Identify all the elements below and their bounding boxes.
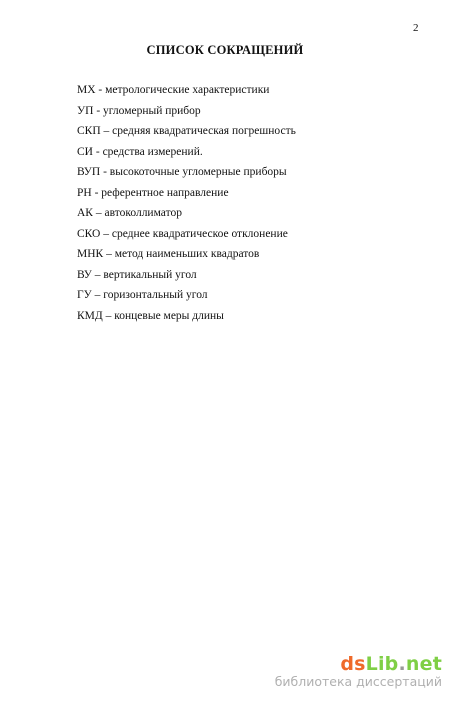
abbreviation-item xyxy=(77,144,296,165)
abbreviation-term: СИ xyxy=(77,145,93,158)
dslib-logo xyxy=(262,654,442,674)
logo-lib-text: Lib xyxy=(365,653,399,675)
logo-ds-text: ds xyxy=(340,653,366,675)
abbreviation-definition: референтное направление xyxy=(101,186,229,199)
abbreviation-definition: метрологические характеристики xyxy=(105,84,270,96)
abbreviation-definition: концевые меры длины xyxy=(114,309,224,322)
abbreviation-item xyxy=(77,287,296,308)
abbreviation-separator: – xyxy=(100,125,113,137)
abbreviation-item xyxy=(77,123,296,144)
abbreviation-term: СКО xyxy=(77,227,101,240)
abbreviation-separator: - xyxy=(92,145,103,158)
abbreviation-definition: среднее квадратическое отклонение xyxy=(111,227,288,240)
abbreviation-term: УП xyxy=(77,104,94,117)
abbreviation-definition: средняя квадратическая погрешность xyxy=(112,125,296,137)
abbreviation-separator: – xyxy=(103,248,115,260)
abbreviation-item xyxy=(77,164,296,185)
abbreviation-item xyxy=(77,185,296,206)
abbreviation-item xyxy=(77,82,296,103)
abbreviation-term: МНК xyxy=(77,248,104,260)
abbreviation-definition: горизонтальный угол xyxy=(103,289,208,301)
abbreviation-definition: средства измерений. xyxy=(102,145,203,158)
abbreviation-item xyxy=(77,226,296,247)
abbreviation-term: МХ xyxy=(77,84,96,96)
abbreviation-definition: автоколлиматор xyxy=(104,207,182,219)
abbreviation-list xyxy=(77,82,296,328)
abbreviation-separator: – xyxy=(92,207,105,219)
abbreviation-term: СКП xyxy=(77,125,101,137)
watermark-logo xyxy=(262,654,442,690)
logo-dot-text: . xyxy=(398,653,406,675)
abbreviation-item xyxy=(77,308,296,329)
abbreviation-definition: угломерный прибор xyxy=(103,104,201,117)
abbreviation-term: АК xyxy=(77,207,93,219)
logo-net-text: net xyxy=(405,653,442,675)
page-title: СПИСОК СОКРАЩЕНИЙ xyxy=(146,43,304,57)
watermark-caption: библиотека диссертаций xyxy=(274,674,442,689)
abbreviation-separator: – xyxy=(91,268,104,281)
abbreviation-definition: высокоточные угломерные приборы xyxy=(109,166,287,178)
abbreviation-term: РН xyxy=(77,186,92,199)
abbreviation-term: КМД xyxy=(77,309,103,322)
abbreviation-term: ВУ xyxy=(77,268,92,281)
abbreviation-definition: вертикальный угол xyxy=(103,268,197,281)
abbreviation-separator: – xyxy=(102,309,115,322)
abbreviation-term: ВУП xyxy=(77,166,101,178)
abbreviation-separator: – xyxy=(91,289,104,301)
abbreviation-separator: - xyxy=(95,84,106,96)
abbreviation-item xyxy=(77,103,296,124)
page-number: 2 xyxy=(413,22,419,34)
abbreviation-item xyxy=(77,246,296,267)
abbreviation-definition: метод наименьших квадратов xyxy=(114,248,260,260)
abbreviation-item xyxy=(77,205,296,226)
abbreviation-term: ГУ xyxy=(77,289,92,301)
abbreviation-separator: - xyxy=(100,166,110,178)
abbreviation-separator: – xyxy=(100,227,112,240)
abbreviation-separator: - xyxy=(91,186,102,199)
abbreviation-separator: - xyxy=(93,104,104,117)
abbreviation-item xyxy=(77,267,296,288)
